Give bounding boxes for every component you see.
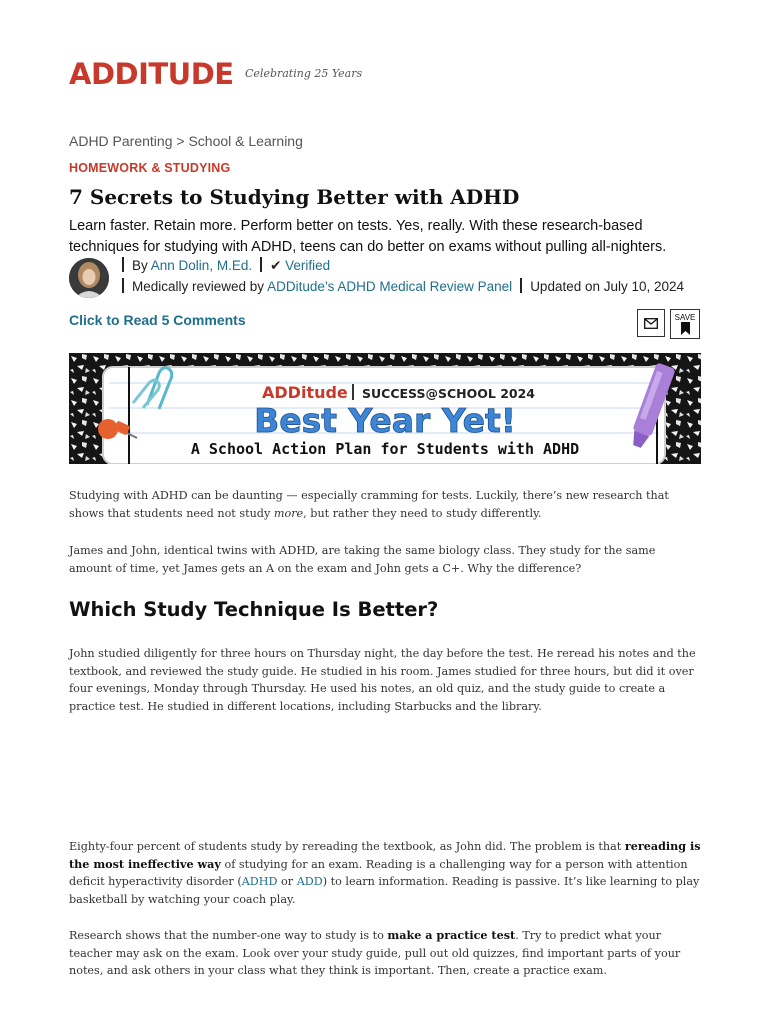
- byline: [122, 257, 330, 274]
- paragraph-practice-test: [69, 927, 701, 980]
- success-at-school-banner[interactable]: [69, 353, 701, 464]
- review-panel-link[interactable]: ADDitude’s ADHD Medical Review Panel: [267, 279, 513, 294]
- divider: [260, 257, 262, 272]
- bold-text: rereading is the most ineffective way: [69, 839, 701, 871]
- updated-date: Updated on July 10, 2024: [530, 279, 685, 294]
- divider: [520, 278, 522, 293]
- tagline: Celebrating 25 Years: [245, 67, 363, 80]
- text: or: [277, 875, 297, 888]
- breadcrumb-separator: >: [176, 133, 185, 149]
- breadcrumb-current-link[interactable]: School & Learning: [188, 133, 303, 149]
- banner-program: SUCCESS@SCHOOL 2024: [362, 386, 535, 401]
- author-link[interactable]: Ann Dolin, M.Ed.: [150, 258, 253, 273]
- email-share-button[interactable]: [637, 309, 665, 337]
- by-prefix: By: [132, 258, 148, 273]
- divider: [122, 278, 124, 293]
- article-dek: Learn faster. Retain more. Perform better on tests. Yes, really. With these research-based techniques for studying with ADHD, teens can do better on exams without pulling all-nighters.: [69, 218, 667, 255]
- text: . Try to predict what your teacher may ask on the exam. Look over your study guide, pull out old quizzes, find important parts of your notes, and ask others in your class what they think is important. Then, create a practice exam.: [69, 929, 681, 977]
- banner-subhead: A School Action Plan for Students with ADHD: [190, 440, 580, 458]
- envelope-icon: [644, 318, 658, 329]
- section-heading: Which Study Technique Is Better?: [69, 598, 439, 621]
- paragraph-rereading: [69, 838, 701, 908]
- breadcrumb: [69, 133, 303, 149]
- comments-link[interactable]: Click to Read 5 Comments: [69, 312, 246, 328]
- additude-logo[interactable]: ADDITUDE: [69, 57, 234, 91]
- reviewed-prefix: Medically reviewed by: [132, 279, 265, 294]
- bookmark-icon: [681, 322, 690, 335]
- divider: [122, 257, 124, 272]
- text: Studying with ADHD can be daunting — especially cramming for tests. Luckily, there’s new research that shows that students need not study: [69, 489, 669, 520]
- breadcrumb-parent-link[interactable]: ADHD Parenting: [69, 133, 173, 149]
- text: of studying for an exam. Reading is a challenging way for a person with attention deficit hyperactivity disorder (: [69, 857, 688, 888]
- paragraph-intro: [69, 487, 701, 522]
- author-avatar[interactable]: [69, 258, 109, 298]
- banner-headline: Best Year Yet!: [254, 401, 516, 440]
- add-link[interactable]: ADD: [296, 875, 323, 888]
- paragraph-twins: James and John, identical twins with ADHD, are taking the same biology class. They study for the same amount of time, yet James gets an A on the exam and John gets a C+. Why the difference?: [69, 544, 656, 575]
- save-label: SAVE: [674, 313, 696, 322]
- save-button[interactable]: [670, 309, 700, 339]
- article-category[interactable]: HOMEWORK & STUDYING: [69, 161, 231, 175]
- text: Research shows that the number-one way to study is to: [69, 929, 388, 942]
- article-title: 7 Secrets to Studying Better with ADHD: [69, 185, 520, 209]
- text: ) to learn information. Reading is passive. It’s like learning to play basketball by watching your coach play.: [69, 875, 700, 906]
- review-line: [122, 278, 684, 294]
- verified-link[interactable]: Verified: [285, 258, 331, 273]
- text: , but rather they need to study differently.: [303, 506, 542, 520]
- text: Eighty-four percent of students study by rereading the textbook, as John did. The problem is that: [69, 840, 625, 853]
- check-icon: ✔: [270, 258, 282, 273]
- adhd-link[interactable]: ADHD: [241, 875, 278, 888]
- bold-text: make a practice test: [387, 928, 516, 942]
- emphasis: more: [273, 506, 304, 520]
- paragraph-study-comparison: John studied diligently for three hours on Thursday night, the day before the test. He reread his notes and the textbook, and reviewed the study guide. He studied in his room. James studied for three hours, but did it over four evenings, Monday through Thursday. He used his notes, an old quiz, and the study guide to create a practice test. He studied in different locations, including Starbucks and the library.: [69, 647, 696, 713]
- banner-brand: ADDitude: [262, 383, 348, 402]
